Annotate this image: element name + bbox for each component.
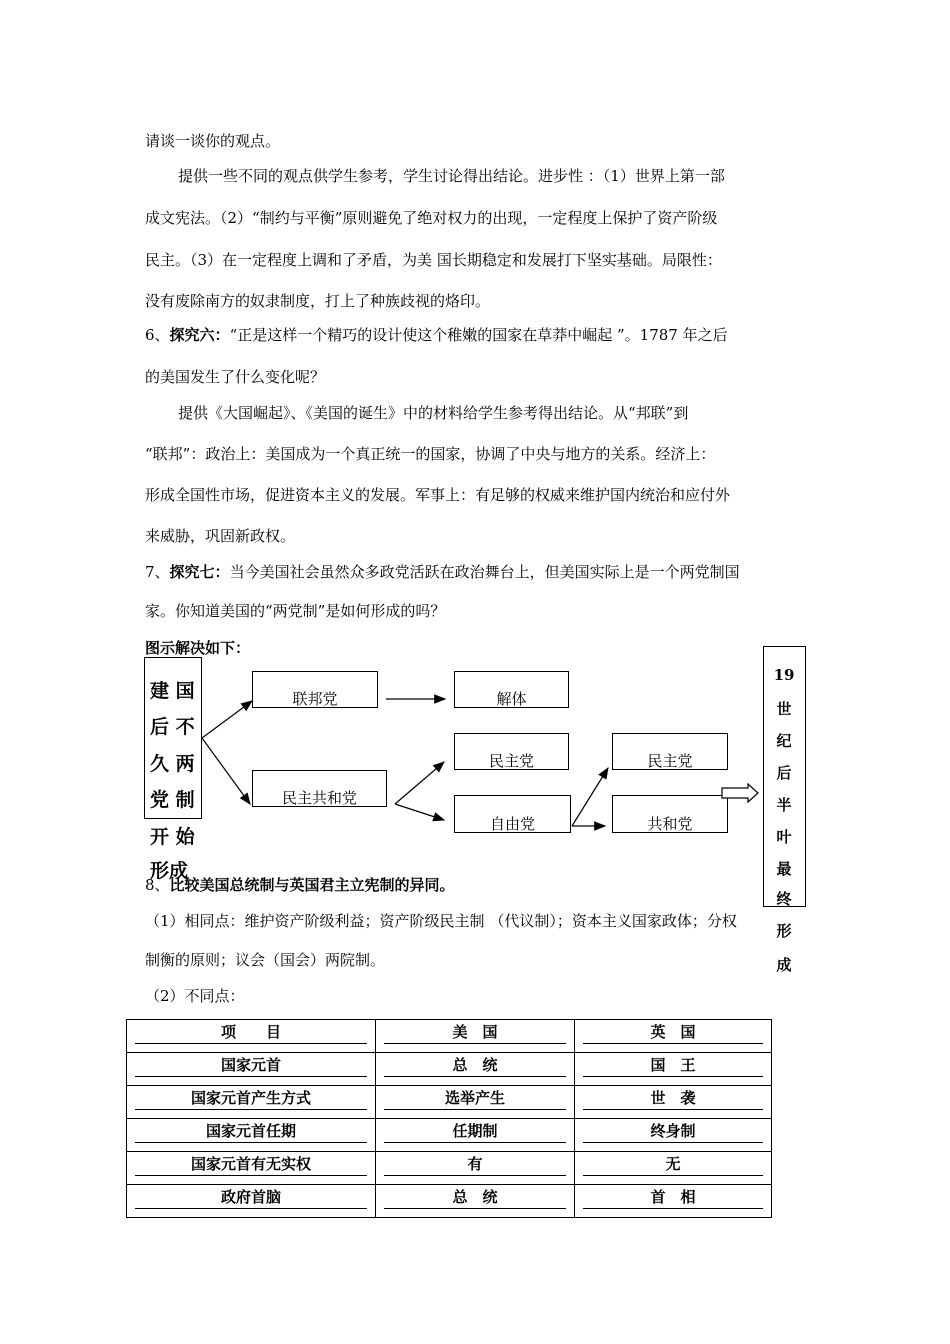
question-number: 6、 xyxy=(145,326,170,344)
table-cell xyxy=(574,1152,771,1185)
arrow-to-whig xyxy=(395,804,444,820)
table-header-row xyxy=(127,1020,772,1053)
table-cell xyxy=(574,1185,771,1218)
paragraph-line: 的美国发生了什么变化呢？ xyxy=(145,368,326,386)
table-cell xyxy=(127,1020,376,1053)
democratic-republican-box: 民主共和党 xyxy=(252,770,387,807)
question-8 xyxy=(145,874,455,895)
table-cell-text: 国家元首产生方式 xyxy=(135,1086,367,1110)
table-cell xyxy=(574,1020,771,1053)
paragraph-line: 制衡的原则；议会（国会）两院制。 xyxy=(145,951,386,969)
table-cell-text: 项 目 xyxy=(135,1020,367,1044)
final-text-char: 叶 xyxy=(776,828,792,846)
paragraph-line: 提供一些不同的观点供学生参考，学生讨论得出结论。进步性 ：（1）世界上第一部 xyxy=(178,167,725,185)
table-cell-text: 总 统 xyxy=(384,1053,566,1077)
question-label: 探究七： xyxy=(169,563,230,581)
table-cell-text: 总 统 xyxy=(384,1185,566,1209)
paragraph-line: 请谈一谈你的观点。 xyxy=(145,132,281,150)
paragraph-line: 来威胁，巩固新政权。 xyxy=(145,527,296,545)
table-cell xyxy=(376,1185,575,1218)
question-number: 8、 xyxy=(145,876,170,894)
dissolution-box: 解体 xyxy=(454,671,569,708)
paragraph-line: 民主。（3）在一定程度上调和了矛盾，为美 国长期稳定和发展打下坚实基础。局限性： xyxy=(145,251,722,269)
paragraph-line: 形成全国性市场，促进资本主义的发展。军事上：有足够的权威来维护国内统治和应付外 xyxy=(145,486,731,504)
table-cell-text: 国家元首有无实权 xyxy=(135,1152,367,1176)
table-cell-text: 终身制 xyxy=(583,1119,763,1143)
table-cell-text: 美 国 xyxy=(384,1020,566,1044)
question-text: 当今美国社会虽然众多政党活跃在政治舞台上，但美国实际上是一个两党制国 xyxy=(229,563,740,581)
table-row xyxy=(127,1185,772,1218)
final-text-char: 后 xyxy=(776,764,792,782)
arrow-to-democratic xyxy=(395,762,444,804)
paragraph-line: “联邦”：政治上：美国成为一个真正统一的国家，协调了中央与地方的关系。经济上： xyxy=(145,445,716,463)
table-cell xyxy=(376,1152,575,1185)
table-cell xyxy=(376,1020,575,1053)
table-cell-text: 国家元首任期 xyxy=(135,1119,367,1143)
table-cell-text: 国 王 xyxy=(583,1053,763,1077)
final-text-char: 成 xyxy=(776,956,792,974)
origin-text-line: 后 不 xyxy=(150,716,195,738)
final-text-char: 19 xyxy=(773,666,795,684)
origin-text-line: 开 始 xyxy=(150,826,195,848)
question-text: “正是这样一个精巧的设计使这个稚嫩的国家在草莽中崛起 ”。1787 年之后 xyxy=(229,326,728,344)
table-cell-text: 无 xyxy=(583,1152,763,1176)
final-text-char: 世 xyxy=(776,700,792,718)
republican-party-box: 共和党 xyxy=(612,795,728,833)
table-cell xyxy=(376,1053,575,1086)
table-cell xyxy=(574,1086,771,1119)
table-cell xyxy=(376,1119,575,1152)
table-row xyxy=(127,1053,772,1086)
paragraph-line: 成文宪法。（2）“制约与平衡”原则避免了绝对权力的出现，一定程度上保护了资产阶级 xyxy=(145,209,718,227)
final-text-char: 终 xyxy=(776,890,792,908)
table-cell-text: 政府首脑 xyxy=(135,1185,367,1209)
final-text-char: 纪 xyxy=(776,732,792,750)
question-number: 7、 xyxy=(145,563,170,581)
origin-text-line: 形成 xyxy=(150,860,189,882)
diagram-intro: 图示解决如下： xyxy=(145,639,251,657)
table-cell-text: 任期制 xyxy=(384,1119,566,1143)
table-cell xyxy=(574,1119,771,1152)
table-cell-text: 英 国 xyxy=(583,1020,763,1044)
hollow-arrow-to-final xyxy=(722,784,758,802)
comparison-table xyxy=(126,1019,772,1218)
table-row xyxy=(127,1119,772,1152)
final-text-char: 最 xyxy=(776,860,792,878)
origin-text-line: 久 两 xyxy=(150,753,195,775)
origin-text-line: 党 制 xyxy=(150,789,195,811)
question-label: 探究六： xyxy=(169,326,230,344)
paragraph-line: 没有废除南方的奴隶制度，打上了种族歧视的烙印。 xyxy=(145,292,491,310)
table-cell-text: 世 袭 xyxy=(583,1086,763,1110)
table-cell-text: 国家元首 xyxy=(135,1053,367,1077)
table-cell xyxy=(127,1152,376,1185)
table-cell-text: 有 xyxy=(384,1152,566,1176)
table-cell xyxy=(127,1086,376,1119)
whig-party-box: 自由党 xyxy=(454,795,571,833)
table-cell xyxy=(376,1086,575,1119)
origin-text-line: 建 国 xyxy=(150,680,195,702)
arrow-whig-to-democratic xyxy=(572,768,608,826)
table-cell xyxy=(127,1053,376,1086)
democratic-party-final-box: 民主党 xyxy=(612,733,728,770)
paragraph-line: （2）不同点： xyxy=(145,987,245,1005)
paragraph-line: 家。你知道美国的“两党制”是如何形成的吗？ xyxy=(145,602,446,620)
paragraph-line: （1）相同点：维护资产阶级利益；资产阶级民主制 （代议制）；资本主义国家政体；分权 xyxy=(145,912,737,930)
question-text: 比较美国总统制与英国君主立宪制的异同。 xyxy=(169,876,455,894)
democratic-party-box: 民主党 xyxy=(454,733,569,770)
arrow-to-dem-rep xyxy=(202,738,250,804)
table-cell xyxy=(574,1053,771,1086)
arrow-to-federalist xyxy=(202,701,252,738)
federalist-party-box: 联邦党 xyxy=(252,671,378,708)
table-row xyxy=(127,1152,772,1185)
table-cell xyxy=(127,1185,376,1218)
paragraph-line: 提供《大国崛起》、《美国的诞生》中的材料给学生参考得出结论。从“邦联”到 xyxy=(178,404,689,422)
final-text-char: 半 xyxy=(776,796,792,814)
final-text-char: 形 xyxy=(776,922,792,940)
table-cell-text: 首 相 xyxy=(583,1185,763,1209)
table-row xyxy=(127,1086,772,1119)
table-cell-text: 选举产生 xyxy=(384,1086,566,1110)
table-cell xyxy=(127,1119,376,1152)
